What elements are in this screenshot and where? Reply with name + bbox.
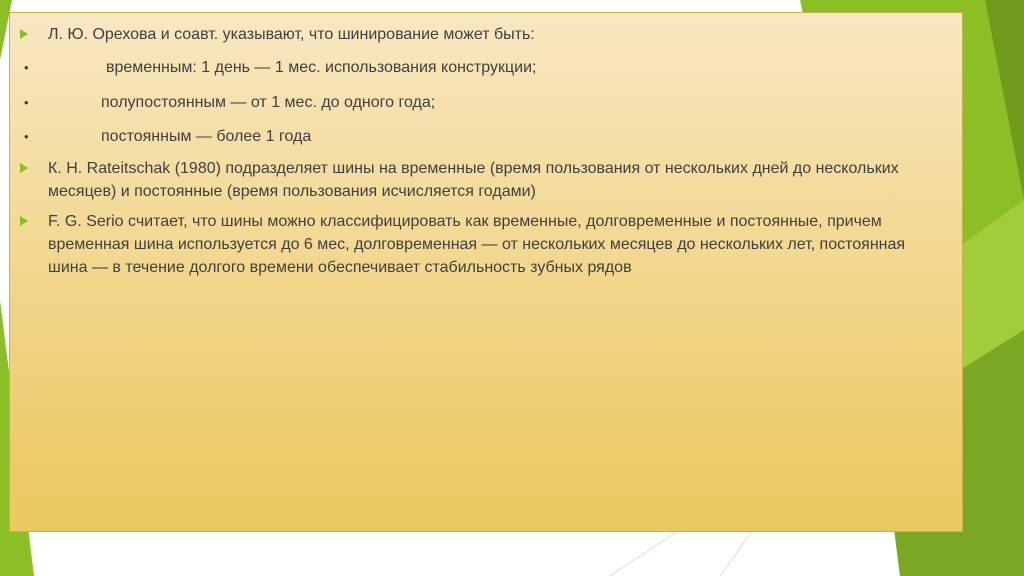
triangle-bullet-icon: [20, 163, 28, 173]
item-text: полупостоянным — от 1 мес. до одного года;: [101, 94, 436, 111]
dot-bullet: •: [24, 129, 29, 144]
dot-bullet: •: [24, 60, 29, 75]
deco-line: [610, 530, 680, 576]
item-text: Л. Ю. Орехова и соавт. указывают, что шинирование может быть:: [48, 26, 535, 43]
triangle-bullet-icon: [20, 29, 28, 39]
dot-bullet: •: [24, 95, 29, 110]
content-box: [9, 12, 963, 532]
triangle-bullet-icon: [20, 216, 28, 226]
item-text: F. G. Serio считает, что шины можно классифицировать как временные, долговременные и постоянные, причем временная шина используется до 6 мес, долговременная — от нескольких месяцев до нескольких лет, постоянная шина — в течение долгого времени обеспечивает стабильность зубных рядов: [48, 213, 906, 276]
item-text: временным: 1 день — 1 мес. использования конструкции;: [106, 59, 537, 76]
item-text: постоянным — более 1 года: [101, 128, 312, 145]
item-text: К. Н. Rateitschak (1980) подразделяет шины на временные (время пользования от нескольких дней до нескольких месяцев) и постоянные (время пользования исчисляется годами): [48, 160, 899, 200]
